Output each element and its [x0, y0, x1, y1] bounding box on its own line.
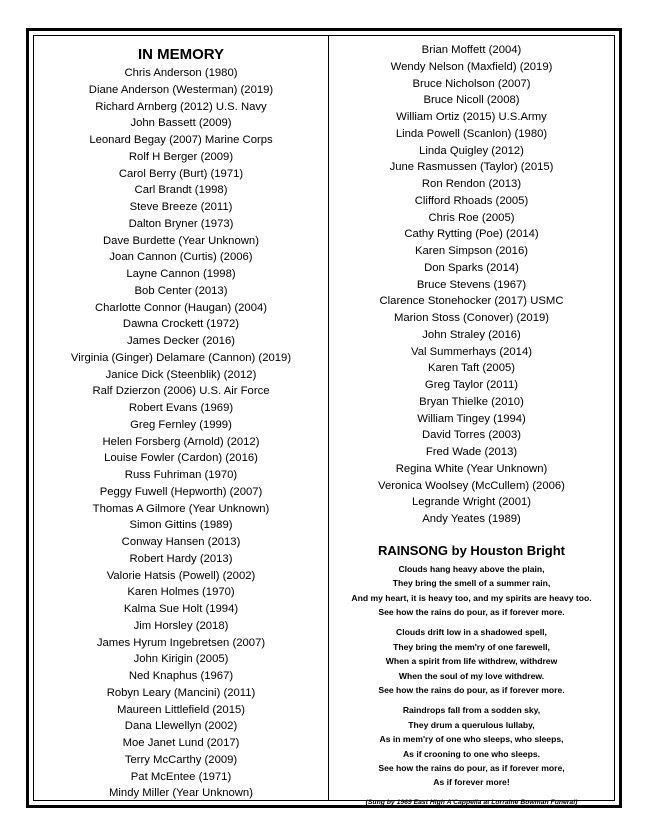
song-lyrics	[329, 562, 614, 790]
memorial-name-entry: Clarence Stonehocker (2017) USMC	[379, 295, 564, 308]
memorial-name-entry: Thomas A Gilmore (Year Unknown)	[92, 502, 270, 515]
memorial-name-entry: Virginia (Ginger) Delamare (Cannon) (2019)	[70, 351, 292, 364]
memorial-name-entry: Ned Knaphus (1967)	[128, 670, 234, 682]
lyric-line: As if crooning to one who sleeps.	[402, 748, 541, 759]
memorial-name-entry: Leonard Begay (2007) Marine Corps	[89, 134, 273, 146]
memorial-name-entry: Dave Burdette (Year Unknown)	[103, 234, 259, 247]
lyric-line: As in mem'ry of one who sleeps, who sleeps,	[379, 734, 564, 745]
memorial-name-entry: Greg Taylor (2011)	[424, 379, 519, 391]
memorial-name-entry: Ron Rendon (2013)	[421, 178, 522, 190]
lyric-line: When a spirit from life withdrew, withdrew	[385, 656, 558, 667]
song-credit: (Sung by 1969 East High A'Cappella at Lorraine Bowman Funeral)	[365, 798, 578, 806]
lyric-line: And my heart, it is heavy too, and my spirits are heavy too.	[351, 592, 592, 603]
memorial-name-entry: Veronica Woolsey (McCullem) (2006)	[378, 479, 565, 492]
memorial-name-entry: Ralf Dzierzon (2006) U.S. Air Force	[92, 385, 270, 398]
memorial-name-entry: Steve Breeze (2011)	[129, 201, 233, 213]
memorial-name-entry: Helen Forsberg (Arnold) (2012)	[102, 435, 260, 448]
memorial-name-entry: Bryan Thielke (2010)	[419, 395, 524, 408]
memorial-name-entry: Maureen Littlefield (2015)	[116, 703, 246, 716]
memorial-name-entry: Janice Dick (Steenblik) (2012)	[105, 368, 257, 381]
memorial-name-entry: Russ Fuhriman (1970)	[124, 469, 238, 481]
right-column	[329, 36, 614, 806]
inner-border	[33, 35, 615, 806]
memorial-name-entry: Dawna Crockett (1972)	[122, 318, 240, 331]
memorial-name-entry: Don Sparks (2014)	[424, 261, 519, 274]
song-verse	[329, 625, 614, 697]
memorial-name-entry: John Straley (2016)	[422, 328, 521, 341]
lyric-line: When the soul of my love withdrew.	[398, 670, 545, 681]
memorial-name-entry: Moe Janet Lund (2017)	[122, 737, 240, 749]
memorial-name-entry: Linda Quigley (2012)	[419, 144, 524, 157]
lyric-line: Clouds hang heavy above the plain,	[398, 563, 545, 574]
memorial-name-entry: Carol Berry (Burt) (1971)	[118, 167, 244, 180]
lyric-line: See how the rains do pour, as if forever more,	[378, 763, 565, 774]
memorial-name-entry: Fred Wade (2013)	[425, 446, 518, 458]
left-column	[34, 36, 328, 800]
memorial-name-entry: Andy Yeates (1989)	[422, 513, 521, 525]
right-name-list	[329, 42, 614, 528]
memorial-name-entry: Val Summerhays (2014)	[411, 345, 532, 358]
memorial-name-entry: Karen Taft (2005)	[427, 362, 516, 375]
memorial-name-entry: Pat McEntee (1971)	[130, 770, 232, 783]
memorial-name-entry: William Ortiz (2015) U.S.Army	[396, 111, 547, 123]
memorial-name-entry: Robert Evans (1969)	[128, 402, 234, 414]
memorial-name-entry: Chris Roe (2005)	[428, 211, 515, 224]
left-name-list	[34, 65, 328, 802]
page-border	[26, 28, 622, 808]
memorial-name-entry: Mindy Miller (Year Unknown)	[109, 787, 253, 800]
memorial-name-entry: Dana Llewellyn (2002)	[124, 720, 238, 733]
memorial-name-entry: Linda Powell (Scanlon) (1980)	[395, 127, 548, 140]
lyric-line: They drum a querulous lullaby,	[408, 719, 535, 730]
memorial-name-entry: Robert Hardy (2013)	[129, 552, 233, 565]
memorial-name-entry: Charlotte Connor (Haugan) (2004)	[94, 301, 268, 314]
memorial-name-entry: Kalma Sue Holt (1994)	[123, 603, 239, 615]
memorial-name-entry: Karen Holmes (1970)	[127, 586, 235, 599]
memorial-name-entry: Robyn Leary (Mancini) (2011)	[106, 686, 256, 699]
memorial-name-entry: Marion Stoss (Conover) (2019)	[393, 312, 550, 324]
memorial-name-entry: John Kirigin (2005)	[133, 653, 229, 666]
memorial-name-entry: Greg Fernley (1999)	[130, 418, 232, 431]
memorial-name-entry: Chris Anderson (1980)	[124, 67, 238, 79]
memorial-name-entry: Joan Cannon (Curtis) (2006)	[109, 251, 253, 264]
memorial-name-entry: Jim Horsley (2018)	[133, 619, 229, 632]
memorial-name-entry: Simon Gittins (1989)	[129, 519, 233, 532]
memorial-name-entry: Dalton Bryner (1973)	[128, 217, 234, 230]
memorial-name-entry: Regina White (Year Unknown)	[395, 462, 548, 475]
memorial-name-entry: Carl Brandt (1998)	[134, 184, 228, 197]
memorial-name-entry: William Tingey (1994)	[417, 412, 526, 425]
in-memory-heading: IN MEMORY	[137, 46, 225, 63]
memorial-name-entry: Valorie Hatsis (Powell) (2002)	[106, 569, 256, 582]
memorial-name-entry: June Rasmussen (Taylor) (2015)	[389, 161, 554, 174]
memorial-name-entry: Karen Simpson (2016)	[414, 245, 529, 257]
memorial-name-entry: Clifford Rhoads (2005)	[414, 194, 529, 207]
memorial-name-entry: James Hyrum Ingebretsen (2007)	[96, 636, 266, 649]
memorial-name-entry: Cathy Rytting (Poe) (2014)	[404, 228, 539, 241]
memorial-name-entry: Richard Arnberg (2012) U.S. Navy	[95, 100, 267, 113]
memorial-name-entry: Rolf H Berger (2009)	[128, 150, 234, 163]
memorial-name-entry: Bruce Stevens (1967)	[416, 278, 527, 291]
memorial-name-entry: John Bassett (2009)	[130, 117, 232, 130]
memorial-name-entry: Peggy Fuwell (Hepworth) (2007)	[99, 485, 263, 498]
lyric-line: Clouds drift low in a shadowed spell,	[396, 627, 547, 638]
lyric-line: They bring the smell of a summer rain,	[392, 578, 551, 589]
memorial-name-entry: Brian Moffett (2004)	[421, 44, 522, 56]
lyric-line: They bring the mem'ry of one farewell,	[393, 641, 550, 652]
memorial-name-entry: Louise Fowler (Cardon) (2016)	[104, 452, 258, 465]
memorial-name-entry: Bruce Nicoll (2008)	[423, 94, 520, 107]
memorial-name-entry: Wendy Nelson (Maxfield) (2019)	[390, 60, 553, 73]
memorial-name-entry: James Decker (2016)	[127, 335, 235, 347]
lyric-line: Raindrops fall from a sodden sky,	[402, 705, 541, 716]
lyric-line: As if forever more!	[433, 777, 510, 788]
lyric-line: See how the rains do pour, as if forever more.	[378, 685, 565, 695]
memorial-name-entry: David Torres (2003)	[422, 429, 521, 442]
memorial-name-entry: Bruce Nicholson (2007)	[412, 77, 531, 90]
memorial-name-entry: Layne Cannon (1998)	[126, 268, 236, 280]
memorial-name-entry: Terry McCarthy (2009)	[124, 753, 238, 766]
memorial-name-entry: Conway Hansen (2013)	[121, 536, 241, 548]
memorial-name-entry: Bob Center (2013)	[134, 284, 228, 297]
memorial-name-entry: Legrande Wright (2001)	[411, 496, 532, 509]
memorial-name-entry: Diane Anderson (Westerman) (2019)	[88, 83, 274, 96]
song-verse	[329, 703, 614, 789]
lyric-line: See how the rains do pour, as if forever more.	[378, 606, 565, 617]
song-verse	[329, 562, 614, 620]
song-title: RAINSONG by Houston Bright	[377, 542, 566, 558]
